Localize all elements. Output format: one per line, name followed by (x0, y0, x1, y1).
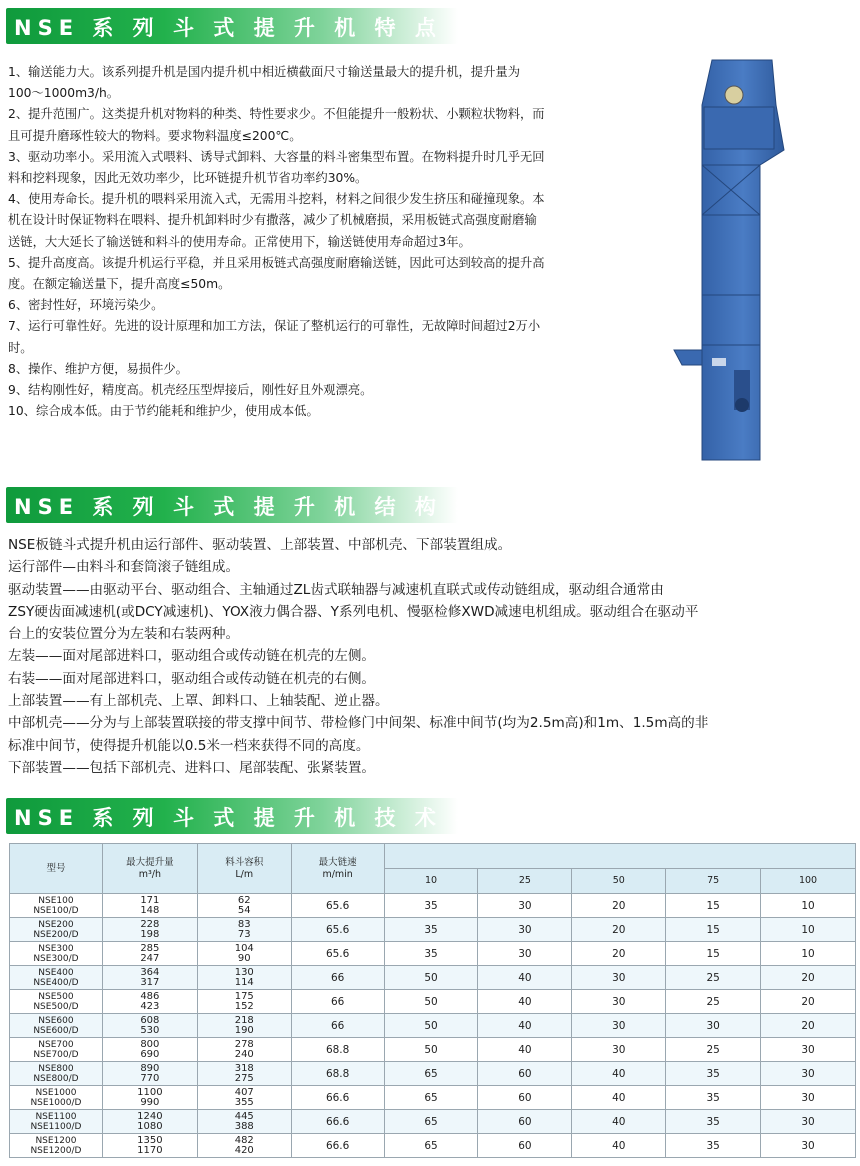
table-row (10, 1038, 856, 1062)
height-cell: 65 (384, 1110, 478, 1134)
height-cell: 40 (478, 966, 572, 990)
structure-line: ZSY硬齿面减速机(或DCY减速机)、YOX液力偶合器、Y系列电机、慢驱检修XWD减速电机组成。驱动组合在驱动平 (8, 603, 699, 620)
height-cell: 65 (384, 1086, 478, 1110)
model-cell: NSE200 NSE200/D (10, 918, 103, 942)
capacity-cell: 486 423 (102, 990, 197, 1014)
volume-cell: 482 420 (197, 1134, 291, 1158)
table-row (10, 1014, 856, 1038)
structure-line: 台上的安装位置分为左装和右装两种。 (8, 626, 240, 643)
height-cell: 30 (666, 1014, 761, 1038)
height-cell: 30 (761, 1110, 856, 1134)
height-cell: 15 (666, 918, 761, 942)
height-cell: 20 (572, 942, 666, 966)
volume-cell: 278 240 (197, 1038, 291, 1062)
table-row (10, 894, 856, 918)
height-cell: 10 (761, 894, 856, 918)
height-cell: 25 (666, 966, 761, 990)
table-row (10, 1062, 856, 1086)
structure-line: 运行部件—由料斗和套筒滚子链组成。 (8, 559, 240, 576)
volume-cell: 130 114 (197, 966, 291, 990)
bucket-elevator-image (672, 55, 790, 467)
table-row (10, 918, 856, 942)
height-cell: 35 (666, 1110, 761, 1134)
feature-line: 4、使用寿命长。提升机的喂料采用流入式，无需用斗挖料，材料之间很少发生挤压和碰撞现象。本 (8, 192, 545, 207)
height-cell: 20 (572, 918, 666, 942)
height-cell: 20 (761, 990, 856, 1014)
volume-cell: 445 388 (197, 1110, 291, 1134)
table-row (10, 942, 856, 966)
height-cell: 35 (384, 918, 478, 942)
speed-cell: 66 (291, 1014, 384, 1038)
header-height: 100 (761, 869, 856, 894)
height-cell: 60 (478, 1134, 572, 1158)
speed-cell: 68.8 (291, 1062, 384, 1086)
height-cell: 30 (761, 1062, 856, 1086)
height-cell: 30 (572, 990, 666, 1014)
height-cell: 30 (478, 894, 572, 918)
structure-list (8, 534, 708, 779)
height-cell: 35 (666, 1062, 761, 1086)
model-cell: NSE300 NSE300/D (10, 942, 103, 966)
speed-cell: 66.6 (291, 1086, 384, 1110)
height-cell: 30 (572, 1014, 666, 1038)
height-cell: 10 (761, 942, 856, 966)
structure-line: 标准中间节，使得提升机能以0.5米一档来获得不同的高度。 (8, 737, 370, 754)
capacity-cell: 800 690 (102, 1038, 197, 1062)
volume-cell: 62 54 (197, 894, 291, 918)
height-cell: 20 (761, 966, 856, 990)
feature-line: 9、结构刚性好，精度高。机壳经压型焊接后，刚性好且外观漂亮。 (8, 383, 373, 398)
height-cell: 30 (572, 1038, 666, 1062)
capacity-cell: 364 317 (102, 966, 197, 990)
model-cell: NSE1200 NSE1200/D (10, 1134, 103, 1158)
structure-line: 上部装置——有上部机壳、上罩、卸料口、上轴装配、逆止器。 (8, 693, 389, 710)
structure-line: NSE板链斗式提升机由运行部件、驱动装置、上部装置、中部机壳、下部装置组成。 (8, 537, 512, 553)
height-cell: 60 (478, 1086, 572, 1110)
params-banner (6, 798, 551, 834)
structure-line: 中部机壳——分为与上部装置联接的带支撑中间节、带检修门中间架、标准中间节(均为2.5m高)和1m、1.5m高的非 (8, 715, 709, 732)
height-cell: 30 (761, 1134, 856, 1158)
model-cell: NSE700 NSE700/D (10, 1038, 103, 1062)
height-cell: 20 (572, 894, 666, 918)
height-cell: 30 (761, 1086, 856, 1110)
model-cell: NSE500 NSE500/D (10, 990, 103, 1014)
height-cell: 50 (384, 966, 478, 990)
header-model: 型号 (10, 844, 103, 894)
feature-line: 8、操作、维护方便，易损件少。 (8, 361, 188, 376)
model-cell: NSE400 NSE400/D (10, 966, 103, 990)
features-title: NSE 系 列 斗 式 提 升 机 特 点 : (14, 16, 470, 40)
height-cell: 15 (666, 942, 761, 966)
height-cell: 40 (572, 1062, 666, 1086)
features-banner (6, 8, 470, 44)
height-cell: 35 (666, 1086, 761, 1110)
height-cell: 40 (572, 1110, 666, 1134)
header-height-group (384, 844, 855, 869)
speed-cell: 65.6 (291, 918, 384, 942)
feature-line: 100～1000m3/h。 (8, 86, 120, 101)
feature-line: 2、提升范围广。这类提升机对物料的种类、特性要求少。不但能提升一般粉状、小颗粒状物料，而 (8, 107, 545, 122)
capacity-cell: 285 247 (102, 942, 197, 966)
capacity-cell: 1100 990 (102, 1086, 197, 1110)
table-row (10, 990, 856, 1014)
volume-cell: 175 152 (197, 990, 291, 1014)
height-cell: 50 (384, 1038, 478, 1062)
height-cell: 50 (384, 990, 478, 1014)
header-capacity: 最大提升量 m³/h (102, 844, 197, 894)
capacity-cell: 1350 1170 (102, 1134, 197, 1158)
height-cell: 30 (478, 918, 572, 942)
height-cell: 10 (761, 918, 856, 942)
speed-cell: 66.6 (291, 1134, 384, 1158)
volume-cell: 83 73 (197, 918, 291, 942)
feature-line: 1、输送能力大。该系列提升机是国内提升机中相近横截面尺寸输送量最大的提升机，提升量为 (8, 65, 520, 79)
feature-line: 机在设计时保证物料在喂料、提升机卸料时少有撒落，减少了机械磨损，采用板链式高强度耐磨输 (8, 213, 537, 228)
speed-cell: 66 (291, 990, 384, 1014)
height-cell: 25 (666, 1038, 761, 1062)
speed-cell: 66 (291, 966, 384, 990)
height-cell: 20 (761, 1014, 856, 1038)
params-table (9, 843, 856, 1158)
header-height: 25 (478, 869, 572, 894)
feature-line: 6、密封性好，环境污染少。 (8, 298, 164, 313)
capacity-cell: 228 198 (102, 918, 197, 942)
feature-line: 度。在额定输送量下，提升高度≤50m。 (8, 277, 231, 292)
structure-banner (6, 487, 551, 523)
height-cell: 30 (478, 942, 572, 966)
feature-line: 时。 (8, 340, 33, 355)
model-cell: NSE100 NSE100/D (10, 894, 103, 918)
feature-line: 10、综合成本低。由于节约能耗和维护少，使用成本低。 (8, 404, 319, 419)
height-cell: 60 (478, 1110, 572, 1134)
feature-line: 料和挖料现象，因此无效功率少，比环链提升机节省功率约30%。 (8, 171, 368, 186)
model-cell: NSE1100 NSE1100/D (10, 1110, 103, 1134)
feature-line: 5、提升高度高。该提升机运行平稳，并且采用板链式高强度耐磨输送链，因此可达到较高的提升高 (8, 255, 545, 270)
feature-line: 3、驱动功率小。采用流入式喂料、诱导式卸料、大容量的料斗密集型布置。在物料提升时几乎无回 (8, 149, 545, 164)
table-row (10, 966, 856, 990)
speed-cell: 65.6 (291, 894, 384, 918)
feature-line: 送链，大大延长了输送链和料斗的使用寿命。正常使用下，输送链使用寿命超过3年。 (8, 234, 471, 249)
height-cell: 40 (478, 990, 572, 1014)
volume-cell: 318 275 (197, 1062, 291, 1086)
header-bucket-volume: 料斗容积 L/m (197, 844, 291, 894)
height-cell: 40 (572, 1086, 666, 1110)
header-height: 75 (666, 869, 761, 894)
capacity-cell: 608 530 (102, 1014, 197, 1038)
speed-cell: 66.6 (291, 1110, 384, 1134)
capacity-cell: 1240 1080 (102, 1110, 197, 1134)
height-cell: 35 (666, 1134, 761, 1158)
height-cell: 65 (384, 1134, 478, 1158)
header-height: 50 (572, 869, 666, 894)
header-height: 10 (384, 869, 478, 894)
height-cell: 60 (478, 1062, 572, 1086)
table-row (10, 1086, 856, 1110)
structure-line: 右装——面对尾部进料口，驱动组合或传动链在机壳的右侧。 (8, 670, 376, 687)
speed-cell: 68.8 (291, 1038, 384, 1062)
capacity-cell: 890 770 (102, 1062, 197, 1086)
volume-cell: 104 90 (197, 942, 291, 966)
params-title: NSE 系 列 斗 式 提 升 机 技 术 参 数 : (14, 806, 551, 830)
volume-cell: 218 190 (197, 1014, 291, 1038)
table-row (10, 1134, 856, 1158)
height-cell: 40 (478, 1014, 572, 1038)
height-cell: 65 (384, 1062, 478, 1086)
structure-line: 下部装置——包括下部机壳、进料口、尾部装配、张紧装置。 (8, 759, 376, 776)
capacity-cell: 171 148 (102, 894, 197, 918)
feature-line: 且可提升磨琢性较大的物料。要求物料温度≤200℃。 (8, 128, 302, 143)
height-cell: 30 (572, 966, 666, 990)
height-cell: 25 (666, 990, 761, 1014)
volume-cell: 407 355 (197, 1086, 291, 1110)
height-cell: 35 (384, 942, 478, 966)
height-cell: 50 (384, 1014, 478, 1038)
features-list (8, 62, 545, 422)
height-cell: 40 (572, 1134, 666, 1158)
height-cell: 30 (761, 1038, 856, 1062)
model-cell: NSE1000 NSE1000/D (10, 1086, 103, 1110)
model-cell: NSE800 NSE800/D (10, 1062, 103, 1086)
height-cell: 35 (384, 894, 478, 918)
structure-line: 驱动装置——由驱动平台、驱动组合、主轴通过ZL齿式联轴器与减速机直联式或传动链组成，驱动组合通常由 (8, 581, 664, 598)
structure-line: 左装——面对尾部进料口，驱动组合或传动链在机壳的左侧。 (8, 648, 376, 665)
header-chain-speed: 最大链速 m/min (291, 844, 384, 894)
table-row (10, 1110, 856, 1134)
feature-line: 7、运行可靠性好。先进的设计原理和加工方法，保证了整机运行的可靠性，无故障时间超过2万小 (8, 319, 541, 334)
speed-cell: 65.6 (291, 942, 384, 966)
height-cell: 15 (666, 894, 761, 918)
model-cell: NSE600 NSE600/D (10, 1014, 103, 1038)
structure-title: NSE 系 列 斗 式 提 升 机 结 构 组 成 : (14, 495, 551, 519)
height-cell: 40 (478, 1038, 572, 1062)
